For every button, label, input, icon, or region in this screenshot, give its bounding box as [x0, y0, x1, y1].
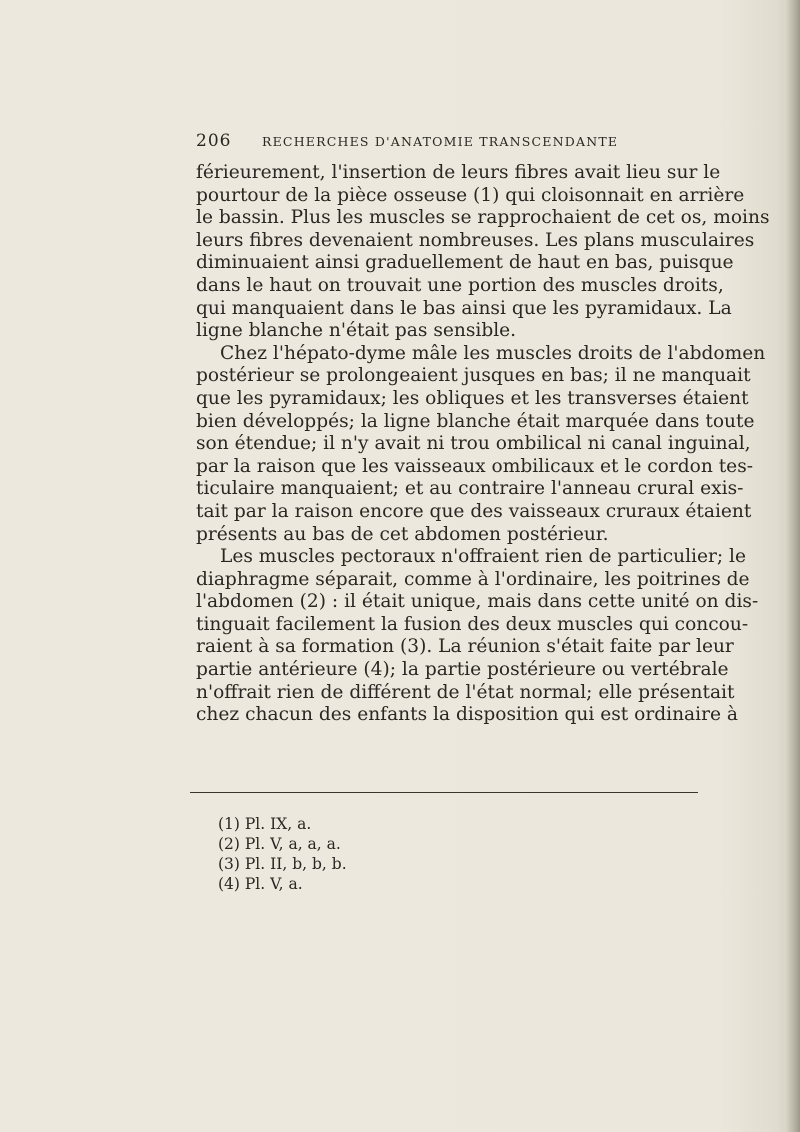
text-line: leurs fibres devenaient nombreuses. Les plans musculaires	[196, 229, 755, 251]
text-line: ligne blanche n'était pas sensible.	[196, 320, 517, 342]
text-line: par la raison que les vaisseaux ombilicaux et le cordon tes-	[196, 455, 754, 477]
text-line: chez chacun des enfants la disposition qui est ordinaire à	[196, 704, 738, 726]
text-line: postérieur se prolongeaient jusques en bas; il ne manquait	[196, 365, 751, 387]
text-line: diaphragme séparait, comme à l'ordinaire, les poitrines de	[196, 568, 750, 590]
page-header	[196, 131, 696, 153]
page-number: 206	[196, 131, 232, 151]
text-line: n'offrait rien de différent de l'état normal; elle présentait	[196, 681, 735, 703]
body-text	[196, 162, 770, 727]
text-line: présents au bas de cet abdomen postérieur.	[196, 523, 609, 545]
text-line: l'abdomen (2) : il était unique, mais dans cette unité on dis-	[196, 591, 759, 613]
text-line: tait par la raison encore que des vaisseaux cruraux étaient	[196, 500, 752, 522]
text-line: férieurement, l'insertion de leurs fibres avait lieu sur le	[196, 162, 721, 183]
text-line: partie antérieure (4); la partie postérieure ou vertébrale	[196, 659, 729, 681]
page-edge-shadow	[786, 0, 800, 1132]
text-line: bien développés; la ligne blanche était marquée dans toute	[196, 410, 755, 432]
text-line: Les muscles pectoraux n'offraient rien de particulier; le	[220, 546, 747, 568]
footnote-rule	[190, 792, 698, 793]
text-line: tinguait facilement la fusion des deux muscles qui concou-	[196, 613, 749, 635]
running-title: RECHERCHES D'ANATOMIE TRANSCENDANTE	[262, 134, 619, 149]
text-line: diminuaient ainsi graduellement de haut en bas, puisque	[196, 252, 734, 274]
text-line: ticulaire manquaient; et au contraire l'anneau crural exis-	[196, 478, 744, 500]
footnote: (4) Pl. V, a.	[218, 875, 303, 893]
footnotes	[218, 814, 518, 894]
footnote: (2) Pl. V, a, a, a.	[218, 835, 341, 853]
text-line: que les pyramidaux; les obliques et les transverses étaient	[196, 387, 749, 409]
footnote: (1) Pl. IX, a.	[218, 815, 312, 833]
text-line: le bassin. Plus les muscles se rapprochaient de cet os, moins	[196, 207, 770, 229]
text-line: raient à sa formation (3). La réunion s'était faite par leur	[196, 636, 734, 658]
footnote: (3) Pl. II, b, b, b.	[218, 855, 347, 873]
text-line: qui manquaient dans le bas ainsi que les pyramidaux. La	[196, 297, 732, 319]
text-line: Chez l'hépato-dyme mâle les muscles droits de l'abdomen	[220, 342, 766, 364]
text-line: dans le haut on trouvait une portion des muscles droits,	[196, 274, 724, 296]
text-line: son étendue; il n'y avait ni trou ombilical ni canal inguinal,	[196, 433, 751, 455]
text-line: pourtour de la pièce osseuse (1) qui cloisonnait en arrière	[196, 184, 745, 206]
